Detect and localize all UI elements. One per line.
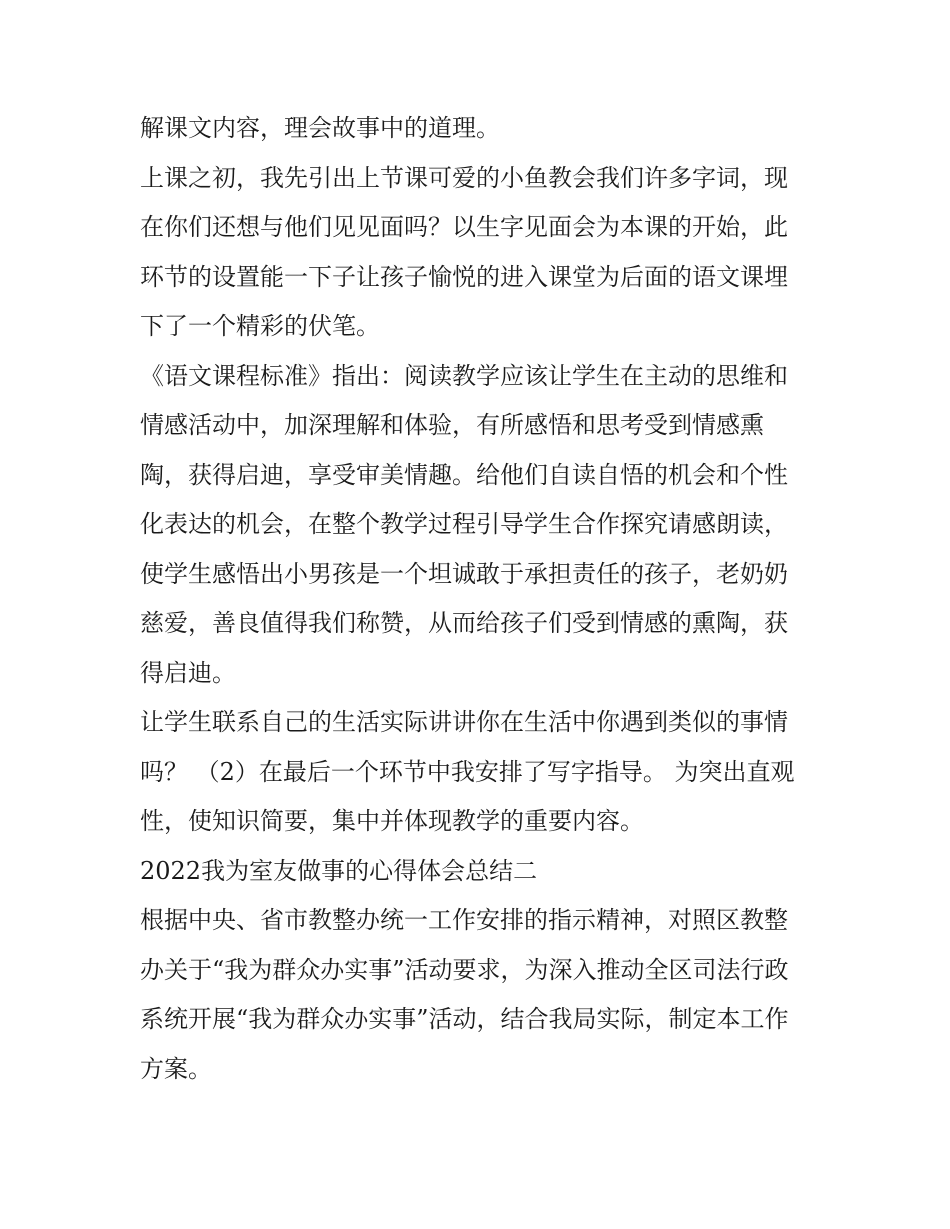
text-line: 慈爱，善良值得我们称赞，从而给孩子们受到情感的熏陶，获 <box>140 609 788 637</box>
paragraph-1 <box>140 104 820 154</box>
text-line: 解课文内容，理会故事中的道理。 <box>140 114 500 142</box>
heading-line: 2022我为室友做事的心得体会总结二 <box>140 856 538 885</box>
text-line: 系统开展“我为群众办实事”活动，结合我局实际，制定本工作 <box>140 1005 789 1033</box>
text-line: 使学生感悟出小男孩是一个坦诚敢于承担责任的孩子，老奶奶 <box>140 559 788 588</box>
paragraph-2 <box>140 154 820 352</box>
text-line: 陶，获得启迪，享受审美情趣。给他们自读自悟的机会和个性 <box>140 460 788 489</box>
text-line: 下了一个精彩的伏笔。 <box>140 312 380 340</box>
text-line: 吗？ （2）在最后一个环节中我安排了写字指导。 为突出直观 <box>140 757 795 786</box>
text-line: 上课之初，我先引出上节课可爱的小鱼教会我们许多字词，现 <box>140 163 788 192</box>
text-line: 方案。 <box>140 1054 212 1083</box>
section-heading <box>140 847 820 897</box>
text-line: 得启迪。 <box>140 658 236 687</box>
paragraph-6 <box>140 896 820 1094</box>
text-line: 办关于“我为群众办实事”活动要求，为深入推动全区司法行政 <box>140 955 789 984</box>
text-line: 根据中央、省市教整办统一工作安排的指示精神，对照区教整 <box>140 906 788 934</box>
text-line: 让学生联系自己的生活实际讲讲你在生活中你遇到类似的事情 <box>140 708 788 736</box>
text-line: 化表达的机会，在整个教学过程引导学生合作探究请感朗读， <box>140 510 788 538</box>
paragraph-3 <box>140 352 820 699</box>
text-line: 情感活动中，加深理解和体验，有所感悟和思考受到情感熏 <box>140 411 764 439</box>
paragraph-4 <box>140 698 820 847</box>
text-line: 在你们还想与他们见见面吗？以生字见面会为本课的开始，此 <box>140 213 788 241</box>
text-line: 性，使知识简要，集中并体现教学的重要内容。 <box>140 807 644 835</box>
text-line: 环节的设置能一下子让孩子愉悦的进入课堂为后面的语文课埋 <box>140 262 788 291</box>
text-line: 《语文课程标准》指出：阅读教学应该让学生在主动的思维和 <box>140 361 788 390</box>
document-body <box>140 104 820 1094</box>
